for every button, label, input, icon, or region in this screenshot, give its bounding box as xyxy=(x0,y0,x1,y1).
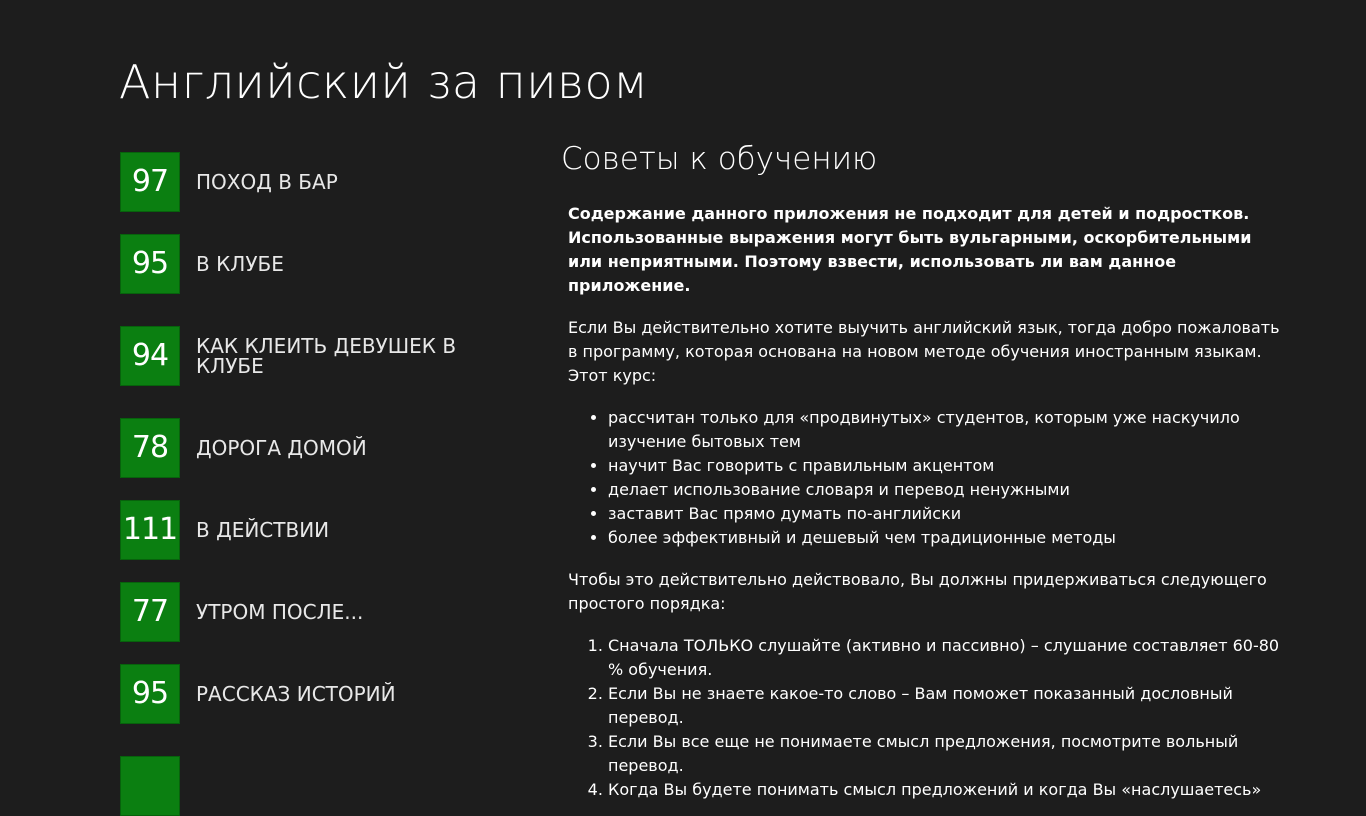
lesson-count-badge: 97 xyxy=(120,152,180,212)
lesson-title: КАК КЛЕИТЬ ДЕВУШЕК В КЛУБЕ xyxy=(196,334,457,378)
lesson-item[interactable] xyxy=(120,664,466,724)
step-item: 4. Когда Вы будете понимать смысл предложений и когда Вы «наслушаетесь» xyxy=(608,778,1286,802)
section-title: Советы к обучению xyxy=(561,141,878,177)
lesson-count-badge: 95 xyxy=(120,234,180,294)
lesson-item[interactable] xyxy=(120,582,466,642)
lesson-item[interactable] xyxy=(120,326,466,386)
content-warning: Содержание данного приложения не подходит для детей и подростков. Использованные выражения могут быть вульгарными, оскорбительными или неприятными. Поэтому взвести, использовать ли вам данное приложение. xyxy=(568,204,1252,295)
step-item: 3. Если Вы все еще не понимаете смысл предложения, посмотрите вольный перевод. xyxy=(608,730,1286,778)
steps-list xyxy=(568,634,1286,802)
lesson-title: ДОРОГА ДОМОЙ xyxy=(196,436,367,460)
lesson-title: РАССКАЗ ИСТОРИЙ xyxy=(196,682,396,706)
feature-item: • заставит Вас прямо думать по-английски xyxy=(608,502,1286,526)
step-item: 1. Сначала ТОЛЬКО слушайте (активно и пассивно) – слушание составляет 60-80 % обучения. xyxy=(608,634,1286,682)
tips-body xyxy=(568,202,1286,802)
lesson-count-badge: 94 xyxy=(120,326,180,386)
lesson-count-badge xyxy=(120,756,180,816)
lesson-item[interactable] xyxy=(120,152,466,212)
lesson-item[interactable] xyxy=(120,234,466,294)
lesson-item[interactable] xyxy=(120,500,466,560)
lesson-count-badge: 95 xyxy=(120,664,180,724)
lesson-item[interactable] xyxy=(120,756,466,816)
step-item: 2. Если Вы не знаете какое-то слово – Вам поможет показанный дословный перевод. xyxy=(608,682,1286,730)
lesson-count-badge: 78 xyxy=(120,418,180,478)
feature-item: • рассчитан только для «продвинутых» студентов, которым уже наскучило изучение бытовых тем xyxy=(608,406,1286,454)
lesson-count-badge: 77 xyxy=(120,582,180,642)
app-title: Английский за пивом xyxy=(119,55,649,109)
lesson-item[interactable] xyxy=(120,418,466,478)
feature-item: • более эффективный и дешевый чем традиционные методы xyxy=(608,526,1286,550)
feature-list xyxy=(568,406,1286,550)
lesson-title: УТРОМ ПОСЛЕ... xyxy=(196,600,364,624)
tips-panel xyxy=(561,138,1286,799)
feature-item: • научит Вас говорить с правильным акцентом xyxy=(608,454,1286,478)
lesson-title: В ДЕЙСТВИИ xyxy=(196,518,330,542)
lesson-title: ПОХОД В БАР xyxy=(196,170,338,194)
order-paragraph: Чтобы это действительно действовало, Вы должны придерживаться следующего простого порядка: xyxy=(568,570,1267,613)
lesson-title: В КЛУБЕ xyxy=(196,252,284,276)
intro-paragraph: Если Вы действительно хотите выучить английский язык, тогда добро пожаловать в программу, которая основана на новом методе обучения иностранным языкам. Этот курс: xyxy=(568,318,1280,385)
feature-item: • делает использование словаря и перевод ненужными xyxy=(608,478,1286,502)
lesson-count-badge: 111 xyxy=(120,500,180,560)
